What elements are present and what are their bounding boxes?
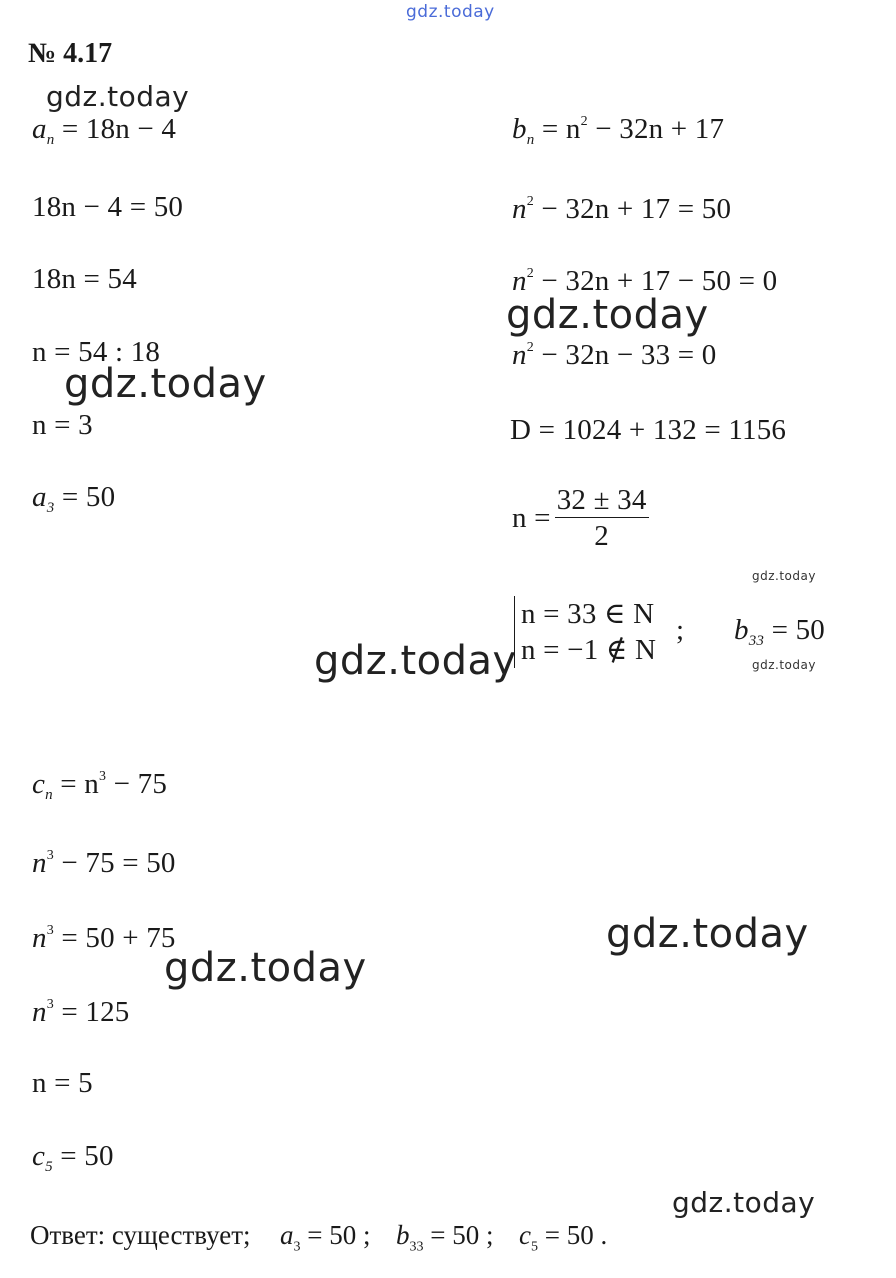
exp: 3 (98, 769, 107, 784)
numerator: 32 ± 34 (556, 484, 647, 516)
part-a-step3: n = 54 : 18 (32, 336, 161, 368)
watermark: gdz.today (46, 80, 190, 113)
part-b-step2 (512, 267, 777, 296)
answer-b-sub: 33 (409, 1239, 424, 1255)
fraction (555, 486, 649, 551)
base: n (32, 996, 47, 1028)
part-c-step1 (32, 849, 176, 878)
sub: 3 (46, 500, 55, 516)
answer-c-var: c (519, 1220, 531, 1250)
var: b (734, 614, 749, 646)
var: c (32, 1140, 46, 1172)
rhs: = 50 (60, 1140, 114, 1172)
part-a-step4: n = 3 (32, 409, 93, 441)
watermark: gdz.today (64, 361, 267, 407)
part-b-separator: ; (676, 614, 685, 646)
part-b-step3 (512, 341, 716, 370)
answer-a-rhs: = 50 ; (307, 1220, 371, 1250)
base: n (512, 193, 527, 225)
var: c (32, 768, 46, 800)
part-a-result (32, 483, 115, 516)
exp: 2 (526, 194, 534, 209)
sub: n (45, 787, 53, 803)
part-c-step2 (32, 924, 176, 953)
answer-label: Ответ: существует; (30, 1220, 251, 1250)
base: n (32, 847, 47, 879)
rhs-rest: − 75 (113, 768, 168, 800)
base: n (32, 922, 47, 954)
answer-b-var: b (396, 1220, 410, 1250)
part-c-result (32, 1142, 114, 1175)
rhs: = n (541, 113, 581, 145)
system-line-2: n = −1 ∉ N (521, 634, 657, 666)
answer-a-sub: 3 (293, 1239, 301, 1255)
part-b-formula (512, 115, 724, 148)
part-b-step1 (512, 195, 731, 224)
rest: = 125 (61, 996, 130, 1028)
part-c-step3 (32, 998, 129, 1027)
part-a-step1: 18n − 4 = 50 (32, 191, 184, 223)
system-line-1: n = 33 ∈ N (521, 598, 655, 630)
sub: n (46, 132, 55, 148)
exp: 2 (526, 340, 534, 355)
var: b (512, 113, 527, 145)
base: n (512, 339, 527, 371)
part-a-formula (32, 115, 176, 148)
exp: 2 (580, 114, 588, 129)
part-b-roots-system (514, 596, 656, 668)
rhs: = n (60, 768, 99, 800)
rest: − 75 = 50 (61, 847, 176, 879)
lhs: n = (512, 502, 551, 534)
part-b-discriminant: D = 1024 + 132 = 1156 (510, 414, 787, 446)
part-b-result (734, 616, 825, 649)
var: a (32, 481, 47, 513)
watermark: gdz.today (606, 911, 809, 957)
watermark: gdz.today (506, 292, 709, 338)
answer-a-var: a (280, 1220, 294, 1250)
exp: 3 (46, 848, 54, 863)
watermark: gdz.today (314, 638, 517, 684)
rhs: = 50 (771, 614, 825, 646)
exp: 3 (46, 923, 54, 938)
rest: − 32n + 17 = 50 (541, 193, 732, 225)
exp: 2 (526, 266, 534, 281)
rest: = 50 + 75 (61, 922, 176, 954)
rest: − 32n + 17 − 50 = 0 (541, 265, 778, 297)
watermark-top: gdz.today (406, 2, 495, 22)
answer-c-sub: 5 (531, 1239, 538, 1255)
answer-b-rhs: = 50 ; (430, 1220, 494, 1250)
sub: 5 (45, 1159, 53, 1175)
part-c-step4: n = 5 (32, 1067, 93, 1099)
part-c-formula (32, 770, 167, 803)
watermark: gdz.today (672, 1186, 816, 1219)
base: n (512, 265, 527, 297)
sub: 33 (748, 633, 765, 649)
var: a (32, 113, 47, 145)
rhs-rest: − 32n + 17 (595, 113, 725, 145)
watermark: gdz.today (164, 945, 367, 991)
part-a-step2: 18n = 54 (32, 263, 137, 295)
part-b-roots-formula (512, 486, 649, 551)
rest: − 32n − 33 = 0 (541, 339, 717, 371)
watermark: gdz.today (752, 569, 816, 583)
answer-line (30, 1220, 607, 1255)
problem-title: № 4.17 (28, 38, 113, 69)
watermark: gdz.today (752, 658, 816, 672)
rhs: = 50 (61, 481, 116, 513)
answer-c-rhs: = 50 . (544, 1220, 608, 1250)
exp: 3 (46, 997, 54, 1012)
sub: n (526, 132, 535, 148)
rhs: = 18n − 4 (61, 113, 177, 145)
denominator: 2 (594, 520, 609, 552)
